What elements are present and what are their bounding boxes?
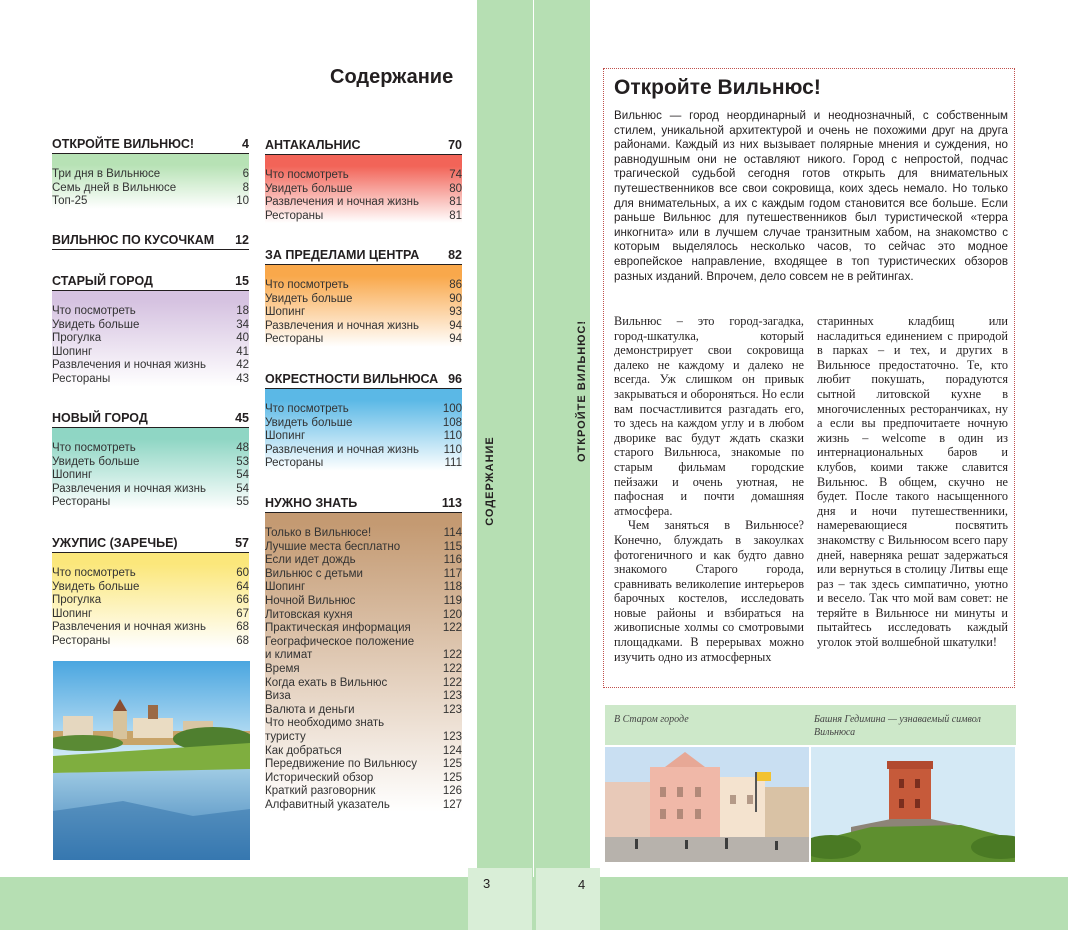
toc-item-page: 126: [442, 785, 462, 798]
toc-item-label: Увидеть больше: [52, 580, 140, 593]
toc-item[interactable]: [52, 608, 249, 622]
toc-section-page: 82: [448, 248, 462, 262]
toc-item-page: 110: [443, 430, 462, 443]
toc-item[interactable]: [265, 581, 462, 595]
toc-section[interactable]: [265, 372, 462, 471]
toc-section-heading[interactable]: [52, 411, 249, 428]
toc-section-title: СТАРЫЙ ГОРОД: [52, 274, 153, 288]
toc-item-page: 8: [242, 181, 249, 194]
toc-section[interactable]: [265, 248, 462, 347]
toc-item-page: 81: [449, 209, 462, 222]
toc-item-label: Географическое положение: [265, 635, 415, 648]
toc-item[interactable]: [52, 567, 249, 581]
toc-item-page: 115: [443, 540, 462, 553]
toc-section-page: 113: [441, 496, 462, 510]
toc-section[interactable]: [265, 496, 462, 812]
toc-item-label: Когда ехать в Вильнюс: [265, 676, 388, 689]
toc-item-label: Топ-25: [52, 195, 88, 208]
toc-item[interactable]: [265, 785, 462, 799]
toc-section[interactable]: [52, 274, 249, 387]
toc-item-label: Передвижение по Вильнюсу: [265, 758, 417, 771]
toc-item[interactable]: [52, 594, 249, 608]
toc-item[interactable]: [52, 346, 249, 360]
toc-item-label: Литовская кухня: [265, 608, 353, 621]
toc-item-page: 94: [449, 333, 462, 346]
toc-item-page: 122: [442, 676, 462, 689]
toc-item-page: 125: [442, 771, 462, 784]
toc-item-label: Увидеть больше: [52, 318, 140, 331]
toc-item[interactable]: [52, 332, 249, 346]
toc-item-page: 68: [236, 621, 249, 634]
toc-item[interactable]: [265, 306, 462, 320]
toc-section-title: ОТКРОЙТЕ ВИЛЬНЮС!: [52, 137, 195, 151]
intro-title: Откройте Вильнюс!: [614, 76, 821, 99]
toc-item[interactable]: [52, 496, 249, 510]
toc-item-page: 108: [442, 416, 462, 429]
toc-item-label: Развлечения и ночная жизнь: [265, 319, 419, 332]
toc-item-label: Время: [265, 662, 300, 675]
toc-item-page: 100: [442, 403, 462, 415]
toc-item-list: [265, 524, 462, 812]
toc-item-page: 18: [236, 305, 249, 317]
toc-section-heading[interactable]: [52, 536, 249, 553]
toc-item-page: 42: [236, 359, 249, 372]
toc-item[interactable]: [265, 758, 462, 772]
toc-item-page: 123: [442, 703, 462, 716]
toc-section-heading[interactable]: [265, 496, 462, 513]
toc-item-label: Развлечения и ночная жизнь: [52, 482, 206, 495]
toc-item-page: 122: [442, 662, 462, 675]
toc-section-title: АНТАКАЛЬНИС: [265, 138, 361, 152]
toc-item-page: 123: [442, 690, 462, 703]
toc-item-label: Если идет дождь: [265, 554, 356, 567]
toc-item-page: 122: [442, 649, 462, 662]
spine-label-contents: СОДЕРЖАНИЕ: [484, 436, 496, 526]
toc-item-page: 74: [449, 169, 462, 181]
toc-item[interactable]: [265, 622, 462, 636]
toc-item[interactable]: [265, 690, 462, 704]
intro-paragraph: Вильнюс – это город-загадка, город-шкатулка, который демонстрирует свои сокровища далеко не каждому и далеко не всегда. Уж слишком он привык закрываться и обороняться. Но если вам посчастливится разгадать его, то здесь на каждом углу и в любом дворике вас будут ждать сказки старого Вильнюса, знакомые по старым фильмам городские пейзажи и очень уютная, не пафосная и почти домашняя атмосфера.: [614, 314, 804, 518]
toc-item-page: 81: [449, 196, 462, 209]
toc-section-page: 12: [235, 233, 249, 247]
toc-section-title: ВИЛЬНЮС ПО КУСОЧКАМ: [52, 233, 215, 247]
toc-item-label: Что посмотреть: [52, 567, 136, 579]
toc-title: Содержание: [330, 66, 454, 88]
toc-item[interactable]: [265, 417, 462, 431]
toc-item-page: 54: [236, 469, 249, 482]
page-number-3: 3: [483, 876, 491, 891]
toc-item-page: 64: [236, 580, 249, 593]
page-number-tab-left: [468, 868, 532, 930]
toc-section-page: 57: [235, 536, 249, 550]
toc-item[interactable]: [265, 554, 462, 568]
toc-item-label: Развлечения и ночная жизнь: [265, 196, 419, 209]
toc-section[interactable]: [52, 536, 249, 649]
toc-section-title: ОКРЕСТНОСТИ ВИЛЬНЮСА: [265, 372, 439, 386]
toc-item-page: 117: [443, 567, 462, 580]
toc-item[interactable]: [265, 717, 462, 731]
page-number-tab-right: [536, 868, 600, 930]
toc-item-page: 90: [449, 292, 462, 305]
toc-item-label: Шопинг: [52, 345, 93, 358]
toc-item-label: Прогулка: [52, 332, 102, 345]
toc-item-label: Что посмотреть: [265, 169, 349, 181]
toc-item-label: Шопинг: [265, 430, 306, 443]
toc-item[interactable]: [265, 279, 462, 293]
toc-item[interactable]: [52, 621, 249, 635]
toc-item[interactable]: [52, 168, 249, 182]
toc-section-page: 45: [235, 411, 249, 425]
toc-item-list: [265, 166, 462, 223]
toc-item-label: Рестораны: [52, 372, 111, 385]
toc-item-list: [52, 439, 249, 510]
toc-item-page: 118: [443, 581, 462, 594]
toc-section-color-bar: [52, 428, 249, 439]
toc-section-title: ЗА ПРЕДЕЛАМИ ЦЕНТРА: [265, 248, 420, 262]
toc-item-label: Лучшие места бесплатно: [265, 540, 401, 553]
toc-item-page: 43: [236, 372, 249, 385]
toc-item-page: 54: [236, 482, 249, 495]
toc-item-label: Что необходимо знать: [265, 717, 385, 730]
photo-gediminas-tower: [811, 747, 1015, 862]
toc-section-page: 15: [235, 274, 249, 288]
photo-old-town-square: [605, 747, 809, 862]
toc-item[interactable]: [52, 359, 249, 373]
toc-section-page: 4: [242, 137, 249, 151]
toc-item-label: Рестораны: [265, 457, 324, 470]
toc-item-page: 120: [442, 608, 462, 621]
intro-paragraph: Чем заняться в Вильнюсе? Конечно, блуждать в закоулках фотогеничного и как будто давно знакомого Старого города, сравнивать великолепие интерьеров барочных костелов, исследовать новые районы и взбираться на живописные холмы со смотровыми площадками. В перерывах можно изучить одно из атмосферных: [614, 518, 804, 664]
toc-item[interactable]: [265, 169, 462, 183]
toc-item-label: Ночной Вильнюс: [265, 594, 356, 607]
toc-item[interactable]: [265, 527, 462, 541]
toc-item[interactable]: [265, 663, 462, 677]
toc-item[interactable]: [52, 182, 249, 196]
toc-section-color-bar: [265, 265, 462, 276]
caption-gediminas-tower: Башня Гедимина — узнаваемый символ Вильнюса: [814, 714, 981, 738]
toc-item-label: Только в Вильнюсе!: [265, 527, 372, 539]
toc-item-label: Что посмотреть: [52, 305, 136, 317]
toc-item-page: 53: [236, 455, 249, 468]
toc-item-label: Как добраться: [265, 744, 342, 757]
toc-item-label: Увидеть больше: [265, 292, 353, 305]
toc-section-heading[interactable]: [265, 248, 462, 265]
toc-item-label: и климат: [265, 649, 313, 662]
toc-item-page: 124: [442, 744, 462, 757]
toc-item-page: 41: [236, 345, 249, 358]
toc-section-heading[interactable]: [265, 138, 462, 155]
toc-item[interactable]: [265, 430, 462, 444]
intro-column-left: [614, 314, 804, 664]
toc-item[interactable]: [52, 635, 249, 649]
toc-item-label: Шопинг: [265, 306, 306, 319]
toc-section-heading[interactable]: [265, 372, 462, 389]
toc-item-page: 110: [443, 443, 462, 456]
photo-river-embankment: [53, 661, 250, 860]
toc-item[interactable]: [52, 456, 249, 470]
toc-item-label: Валюта и деньги: [265, 703, 355, 716]
toc-section-heading[interactable]: [52, 137, 249, 154]
toc-item-label: Что посмотреть: [265, 279, 349, 291]
toc-item[interactable]: [265, 403, 462, 417]
toc-item-label: Рестораны: [52, 634, 111, 647]
toc-item-page: 67: [236, 607, 249, 620]
toc-item-page: 86: [449, 279, 462, 291]
toc-item[interactable]: [265, 636, 462, 650]
toc-item[interactable]: [265, 196, 462, 210]
toc-item-label: Шопинг: [265, 581, 306, 594]
toc-item[interactable]: [265, 210, 462, 224]
toc-item[interactable]: [52, 581, 249, 595]
toc-item[interactable]: [265, 333, 462, 347]
toc-section-color-bar: [265, 513, 462, 524]
toc-section[interactable]: [52, 233, 249, 250]
toc-item[interactable]: [265, 704, 462, 718]
toc-item-label: туристу: [265, 730, 306, 743]
toc-item-label: Вильнюс с детьми: [265, 567, 363, 580]
toc-item-page: 94: [449, 319, 462, 332]
toc-item[interactable]: [52, 195, 249, 209]
toc-item-page: 114: [443, 527, 462, 539]
toc-item-label: Прогулка: [52, 594, 102, 607]
toc-item-label: Рестораны: [265, 333, 324, 346]
toc-item[interactable]: [265, 772, 462, 786]
toc-item[interactable]: [265, 745, 462, 759]
toc-item-label: Семь дней в Вильнюсе: [52, 181, 177, 194]
toc-item-label: Рестораны: [265, 209, 324, 222]
toc-item-label: Три дня в Вильнюсе: [52, 168, 161, 180]
toc-section-color-bar: [265, 155, 462, 166]
toc-item[interactable]: [265, 799, 462, 813]
toc-section-color-bar: [52, 291, 249, 302]
toc-item-label: Виза: [265, 690, 291, 703]
toc-item[interactable]: [265, 444, 462, 458]
toc-item-page: 111: [444, 457, 462, 470]
footer-band: [0, 877, 1068, 930]
toc-item[interactable]: [265, 320, 462, 334]
toc-item-page: 93: [449, 306, 462, 319]
toc-item-list: [52, 302, 249, 387]
toc-item-page: 80: [449, 182, 462, 195]
toc-item-page: 116: [443, 554, 462, 567]
toc-item-label: Развлечения и ночная жизнь: [52, 359, 206, 372]
toc-item[interactable]: [265, 183, 462, 197]
toc-section[interactable]: [52, 137, 249, 209]
toc-section-title: НУЖНО ЗНАТЬ: [265, 496, 358, 510]
toc-item-label: Рестораны: [52, 496, 111, 509]
toc-item[interactable]: [265, 609, 462, 623]
toc-item-label: Развлечения и ночная жизнь: [52, 621, 206, 634]
toc-item[interactable]: [265, 541, 462, 555]
toc-item[interactable]: [265, 731, 462, 745]
toc-item-label: Краткий разговорник: [265, 785, 376, 798]
toc-item-label: Алфавитный указатель: [265, 798, 390, 811]
toc-section-color-bar: [52, 553, 249, 564]
toc-item-label: Исторический обзор: [265, 771, 374, 784]
spine-label-open-vilnius: ОТКРОЙТЕ ВИЛЬНЮС!: [576, 320, 588, 462]
toc-section-heading[interactable]: [52, 274, 249, 291]
toc-item-label: Практическая информация: [265, 622, 411, 635]
toc-item-page: 66: [236, 594, 249, 607]
toc-section-title: УЖУПИС (ЗАРЕЧЬЕ): [52, 536, 178, 550]
toc-item-label: Что посмотреть: [265, 403, 349, 415]
toc-item-page: 55: [236, 496, 249, 509]
toc-item[interactable]: [52, 483, 249, 497]
toc-item[interactable]: [265, 649, 462, 663]
toc-item[interactable]: [52, 373, 249, 387]
toc-item-page: 10: [236, 195, 249, 208]
toc-section-page: 96: [448, 372, 462, 386]
toc-item[interactable]: [265, 568, 462, 582]
toc-item[interactable]: [52, 319, 249, 333]
toc-item-list: [265, 400, 462, 471]
intro-column-right: старинных кладбищ или насладиться единением с природой в парках – и тех, и других в Вильнюсе предостаточно. Те, кто любит покушать, порадуются сытной литовской кухне в многочисленных ресторанчиках, ну а если вы предпочитаете ночную жизнь – welcome в один из интернациональных баров и клубов, коими также славится Вильнюс. В общем, скучно не будет. После такого насыщенного дня и ночи путешественники, намеревающиеся посвятить знакомству с Вильнюсом всего пару дней, наверняка решат задержаться или вернуться в столицу Литвы еще раз – так здесь симпатично, уютно и весело. Так что мой вам совет: не теряйте в Вильнюсе ни минуты и пытайтесь исследовать каждый уголок этой волшебной шкатулки!: [817, 314, 1008, 650]
toc-item-page: 34: [236, 318, 249, 331]
toc-item-label: Увидеть больше: [265, 416, 353, 429]
toc-item-list: [52, 564, 249, 649]
caption-old-town: В Старом городе: [614, 714, 689, 725]
spine-band-right: [534, 0, 590, 930]
toc-item-page: 119: [443, 594, 462, 607]
toc-item-label: Увидеть больше: [52, 455, 140, 468]
toc-item-page: 6: [242, 168, 249, 180]
toc-item-label: Развлечения и ночная жизнь: [265, 443, 419, 456]
toc-item-page: 123: [442, 730, 462, 743]
toc-item-page: 40: [236, 332, 249, 345]
intro-lead-paragraph: Вильнюс — город неординарный и неоднозначный, с собственным стилем, уникальной архитектурой и очень не похожими друг на друга районами. Каждый из них вызывает полярные мнения и суждения, но равнодушным они не оставляют никого. Город с непростой, подчас трагической судьбой сегодня готов открыть для внимательных путешественников все свои сокровища, коих здесь немало. Но только для внимательных, а их с каждым годом становится все больше. Если раньше Вильнюс для путешественников был туристической «терра инкогнита» или в лучшем случае транзитным хабом, на знакомство с которым выделялось несколько часов, то сейчас это модное европейское направление, входящее в топ туристических обзоров разных изданий. Впрочем, дело совсем не в рейтингах.: [614, 109, 1008, 283]
toc-item[interactable]: [52, 305, 249, 319]
toc-item[interactable]: [265, 677, 462, 691]
toc-item-list: [265, 276, 462, 347]
page-number-4: 4: [578, 877, 586, 892]
toc-item-page: 48: [236, 442, 249, 454]
toc-section[interactable]: [52, 411, 249, 510]
toc-section-heading[interactable]: [52, 233, 249, 250]
toc-item-page: 127: [442, 798, 462, 811]
toc-item[interactable]: [265, 595, 462, 609]
toc-item-label: Увидеть больше: [265, 182, 353, 195]
toc-section-color-bar: [52, 154, 249, 165]
toc-item-page: 122: [442, 622, 462, 635]
toc-item-list: [52, 165, 249, 209]
toc-item[interactable]: [52, 442, 249, 456]
toc-item-page: 125: [442, 758, 462, 771]
toc-item[interactable]: [52, 469, 249, 483]
toc-section-page: 70: [448, 138, 462, 152]
toc-item-label: Что посмотреть: [52, 442, 136, 454]
toc-section-title: НОВЫЙ ГОРОД: [52, 411, 148, 425]
toc-item-label: Шопинг: [52, 607, 93, 620]
toc-item[interactable]: [265, 293, 462, 307]
toc-item-page: 60: [236, 567, 249, 579]
toc-section[interactable]: [265, 138, 462, 223]
toc-section-color-bar: [265, 389, 462, 400]
toc-item-page: 68: [236, 634, 249, 647]
toc-item-label: Шопинг: [52, 469, 93, 482]
toc-item[interactable]: [265, 457, 462, 471]
